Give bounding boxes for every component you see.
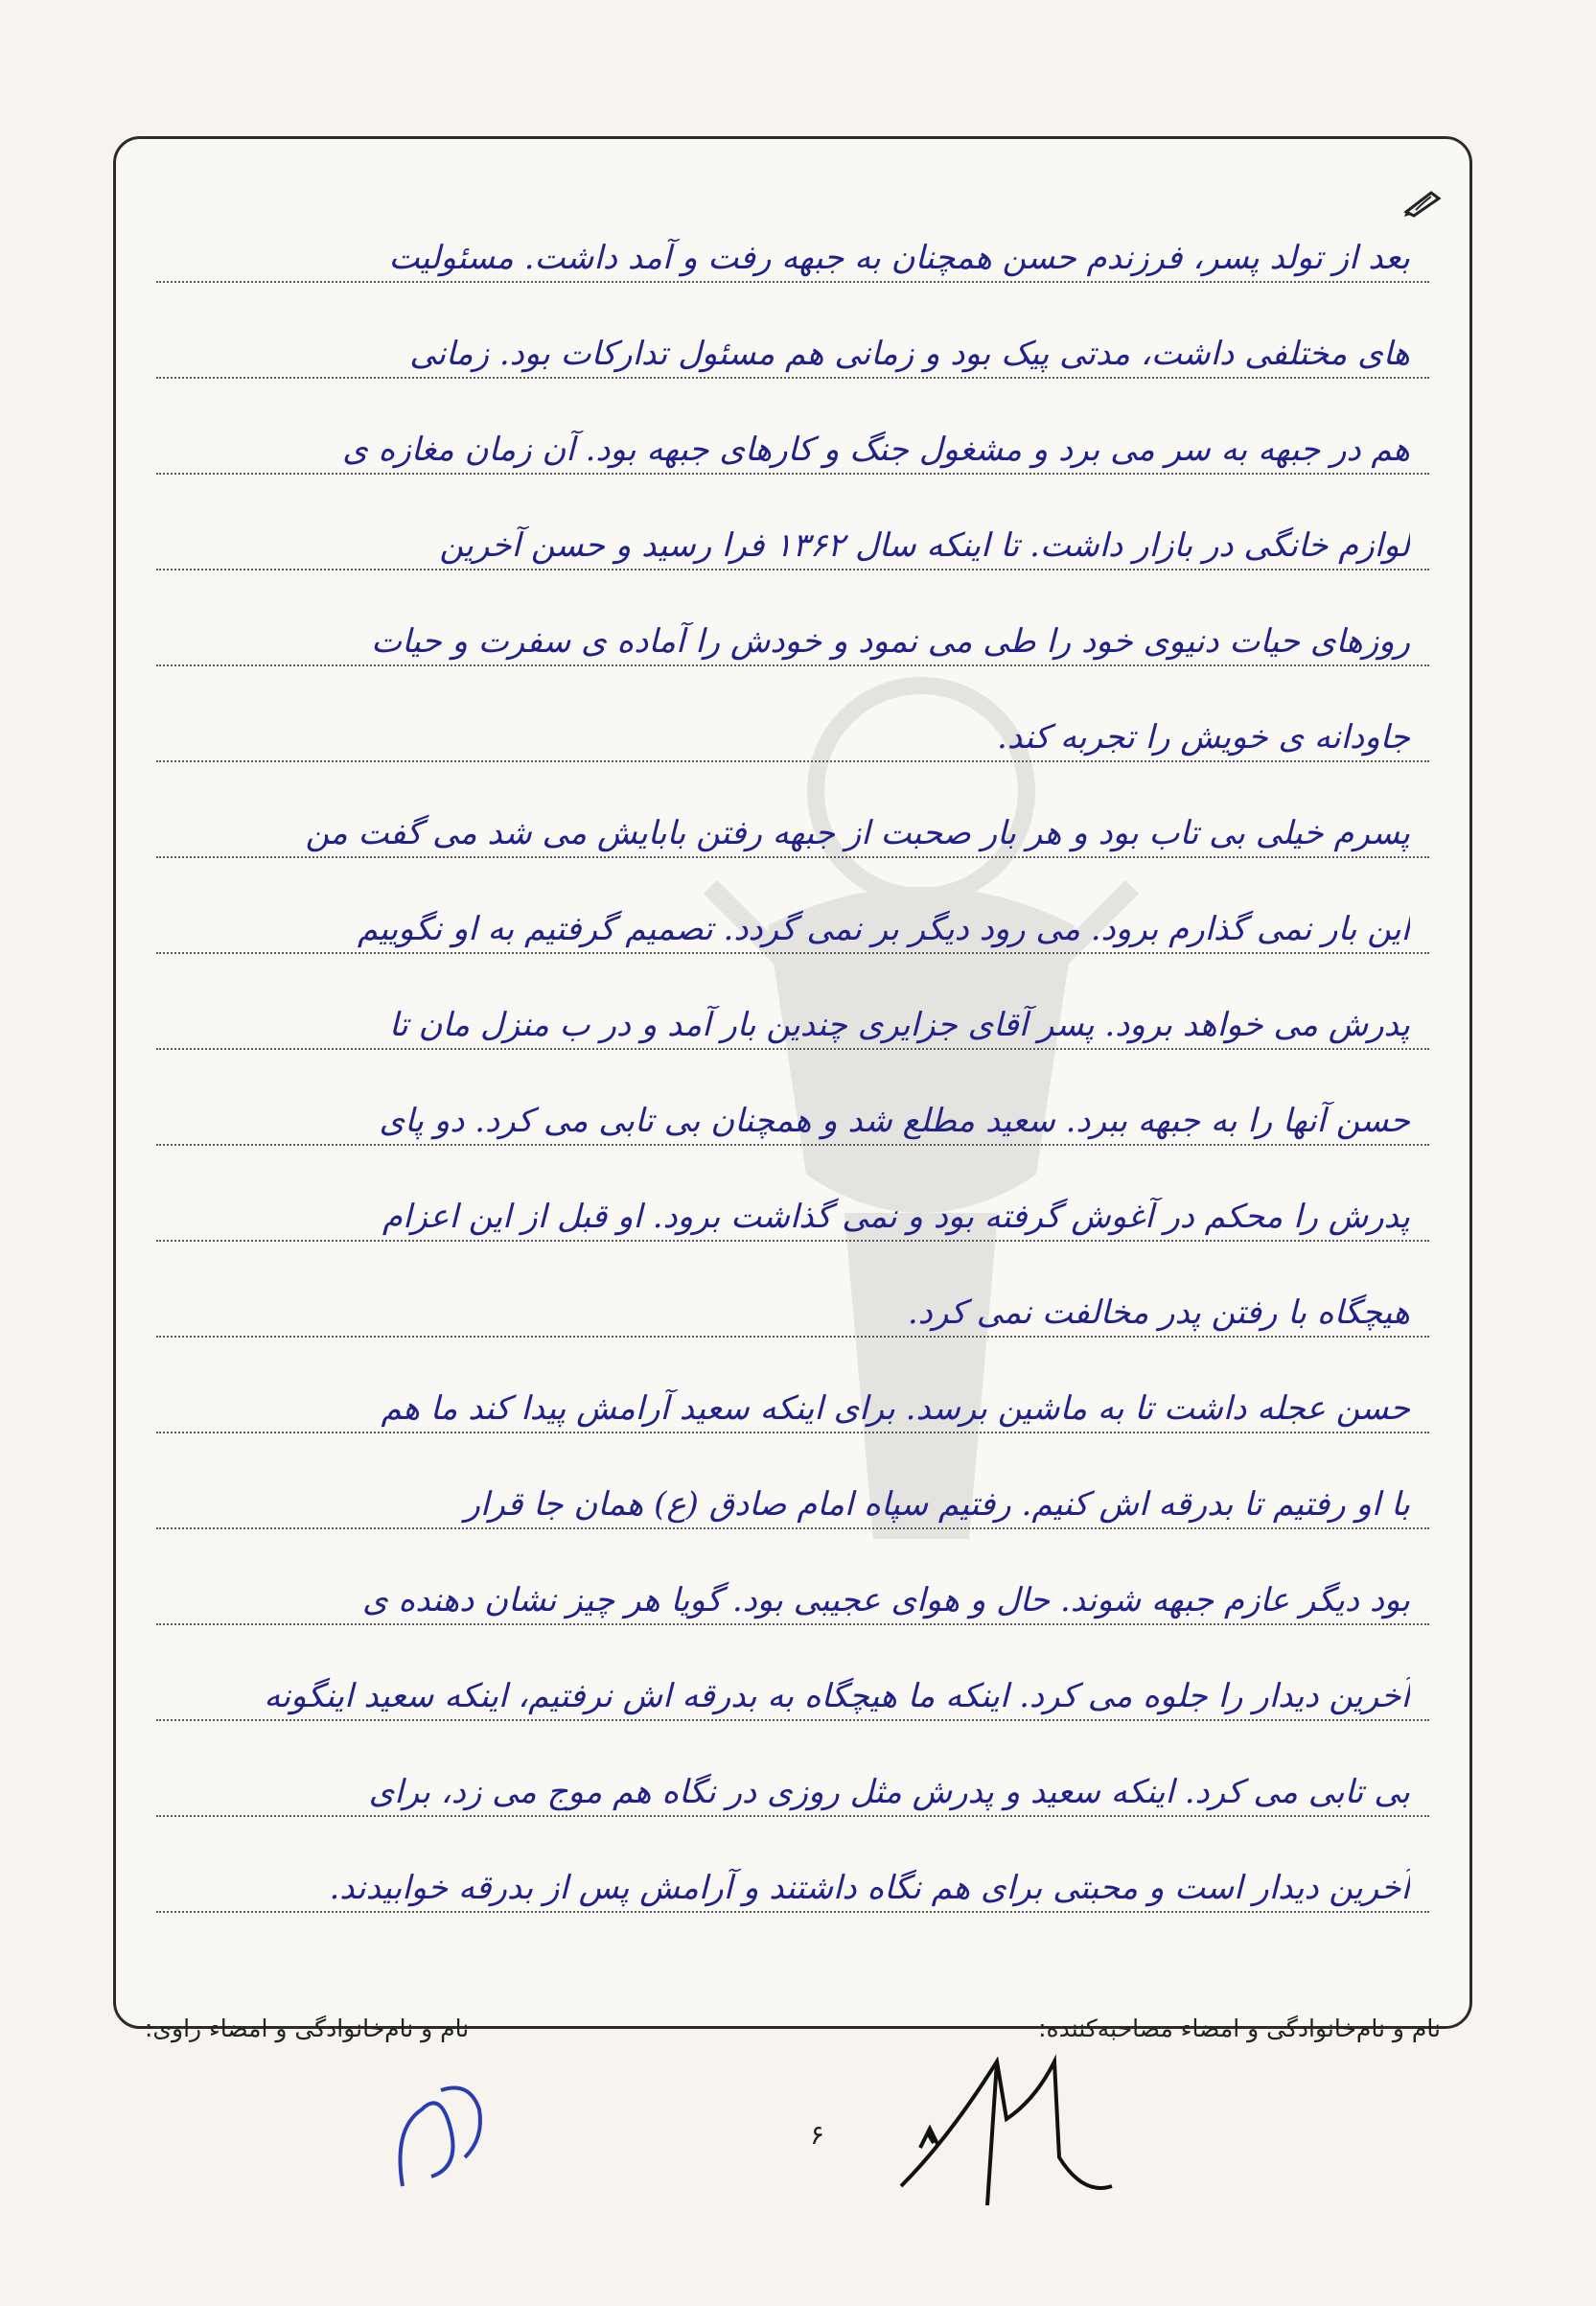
text-line-content: پدرش می خواهد برود. پسر آقای جزایری چندین بار آمد و در ب منزل مان تا bbox=[388, 1006, 1410, 1044]
text-line bbox=[156, 1549, 1429, 1644]
text-line bbox=[156, 1165, 1429, 1261]
text-line bbox=[156, 1261, 1429, 1357]
page-number: ۶ bbox=[810, 2119, 825, 2151]
text-line bbox=[156, 494, 1429, 590]
text-line bbox=[156, 1644, 1429, 1740]
handwritten-text-body bbox=[156, 206, 1429, 1932]
text-line bbox=[156, 1357, 1429, 1453]
text-line-content: هم در جبهه به سر می برد و مشغول جنگ و کارهای جبهه بود. آن زمان مغازه ی bbox=[342, 431, 1410, 469]
text-line bbox=[156, 686, 1429, 781]
text-line bbox=[156, 1740, 1429, 1836]
text-line-content: جاودانه ی خویش را تجربه کند. bbox=[997, 718, 1410, 757]
text-line-content: بعد از تولد پسر، فرزندم حسن همچنان به جبهه رفت و آمد داشت. مسئولیت bbox=[388, 239, 1410, 277]
text-line-content: های مختلفی داشت، مدتی پیک بود و زمانی هم مسئول تدارکات بود. زمانی bbox=[409, 335, 1410, 373]
page-frame bbox=[113, 136, 1472, 2042]
text-line-content: حسن آنها را به جبهه ببرد. سعید مطلع شد و همچنان بی تابی می کرد. دو پای bbox=[379, 1102, 1410, 1140]
text-line bbox=[156, 973, 1429, 1069]
text-line bbox=[156, 206, 1429, 302]
text-line bbox=[156, 781, 1429, 877]
text-line-content: آخرین دیدار است و محبتی برای هم نگاه داشتند و آرامش پس از بدرقه خوابیدند. bbox=[329, 1869, 1410, 1907]
narrator-signature bbox=[383, 2071, 498, 2196]
text-line bbox=[156, 1069, 1429, 1165]
text-line-content: با او رفتیم تا بدرقه اش کنیم. رفتیم سپاه امام صادق (ع) همان جا قرار bbox=[464, 1485, 1410, 1524]
signature-labels bbox=[145, 2015, 1441, 2072]
text-line-content: این بار نمی گذارم برود. می رود دیگر بر نمی گردد. تصمیم گرفتیم به او نگوییم bbox=[357, 910, 1410, 948]
interviewer-signature-label: نام و نام‌خانوادگی و امضاء مصاحبه‌کننده: bbox=[1038, 2015, 1441, 2042]
text-line-content: حسن عجله داشت تا به ماشین برسد. برای اینکه سعید آرامش پیدا کند ما هم bbox=[381, 1389, 1410, 1428]
text-line-content: هیچگاه با رفتن پدر مخالفت نمی کرد. bbox=[907, 1293, 1410, 1332]
text-line-content: پدرش را محکم در آغوش گرفته بود و نمی گذاشت برود. او قبل از این اعزام bbox=[382, 1198, 1410, 1236]
text-line bbox=[156, 398, 1429, 494]
text-line bbox=[156, 302, 1429, 398]
text-line bbox=[156, 1836, 1429, 1932]
text-line-content: بی تابی می کرد. اینکه سعید و پدرش مثل روزی در نگاه هم موج می زد، برای bbox=[368, 1773, 1410, 1811]
narrator-signature-label: نام و نام‌خانوادگی و امضاء راوی: bbox=[145, 2015, 470, 2042]
text-line-content: روزهای حیات دنیوی خود را طی می نمود و خودش را آماده ی سفرت و حیات bbox=[371, 622, 1410, 661]
text-line-content: پسرم خیلی بی تاب بود و هر بار صحبت از جبهه رفتن بابایش می شد می گفت من bbox=[305, 814, 1410, 852]
text-line bbox=[156, 1453, 1429, 1549]
text-line-content: بود دیگر عازم جبهه شوند. حال و هوای عجیبی بود. گویا هر چیز نشان دهنده ی bbox=[361, 1581, 1410, 1619]
text-line bbox=[156, 590, 1429, 686]
interviewer-signature bbox=[891, 2042, 1131, 2215]
text-line bbox=[156, 877, 1429, 973]
text-line-content: آخرین دیدار را جلوه می کرد. اینکه ما هیچگاه به بدرقه اش نرفتیم، اینکه سعید اینگونه bbox=[264, 1677, 1410, 1715]
text-line-content: لوازم خانگی در بازار داشت. تا اینکه سال ۱۳۶۲ فرا رسید و حسن آخرین bbox=[439, 526, 1410, 565]
